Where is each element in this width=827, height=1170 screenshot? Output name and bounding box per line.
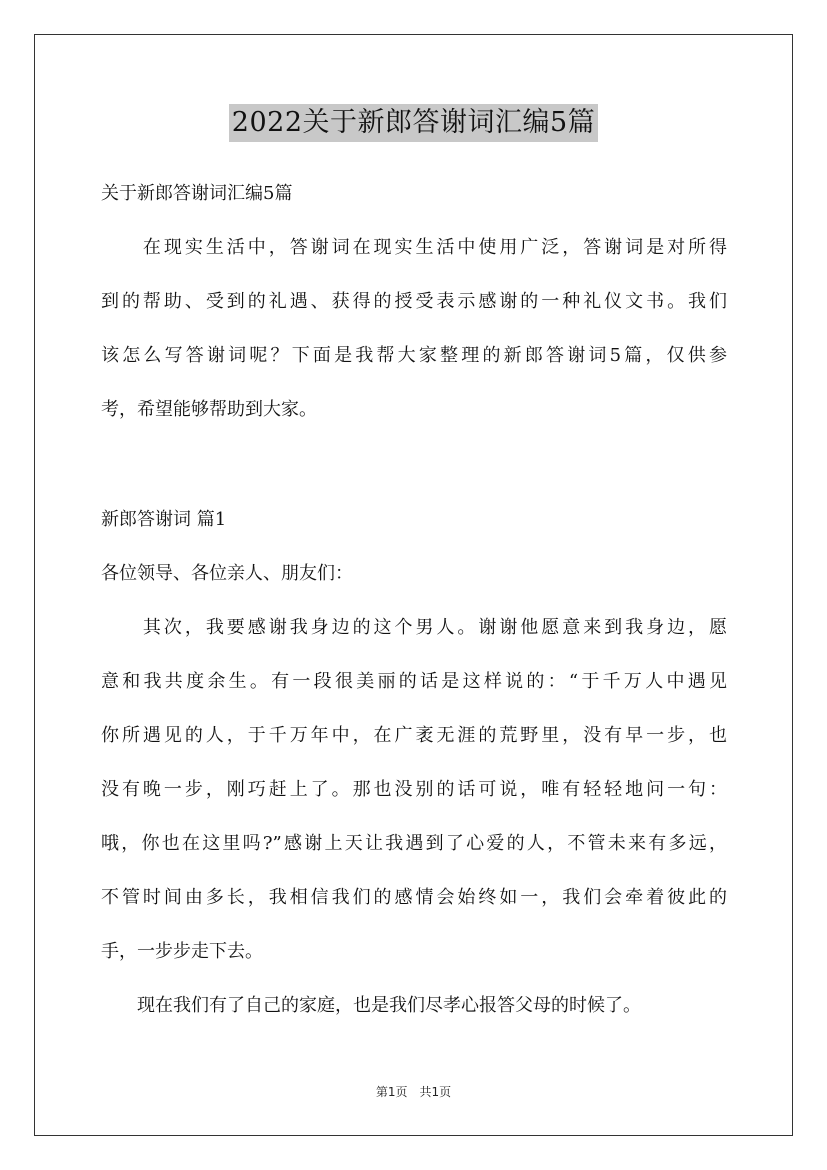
intro-line: 考，希望能够帮助到大家。 [101, 399, 317, 420]
intro-line: 在现实生活中，答谢词在现实生活中使用广泛，答谢词是对所得 [101, 237, 727, 258]
document-body [101, 174, 727, 1026]
paragraph-line: 现在我们有了自己的家庭，也是我们尽孝心报答父母的时候了。 [101, 995, 641, 1016]
spacer [101, 864, 727, 878]
spacer [101, 918, 727, 932]
intro-line: 该怎么写答谢词呢？下面是我帮大家整理的新郎答谢词5篇，仅供参 [101, 345, 727, 366]
paragraph-line: 其次，我要感谢我身边的这个男人。谢谢他愿意来到我身边，愿 [101, 617, 727, 638]
paragraph-line: 不管时间由多长，我相信我们的感情会始终如一，我们会牵着彼此的 [101, 887, 727, 908]
paragraph-line: 没有晚一步，刚巧赶上了。那也没别的话可说，唯有轻轻地问一句： [101, 779, 727, 800]
paragraph-line: 哦，你也在这里吗?”感谢上天让我遇到了心爱的人，不管未来有多远， [101, 833, 727, 854]
spacer [101, 594, 727, 608]
page-number-footer: 第1页 共1页 [375, 1085, 452, 1099]
spacer [101, 214, 727, 228]
intro-line: 到的帮助、受到的礼遇、获得的授受表示感谢的一种礼仪文书。我们 [101, 291, 727, 312]
spacer [101, 972, 727, 986]
document-subtitle: 关于新郎答谢词汇编5篇 [101, 183, 293, 204]
document-title: 2022关于新郎答谢词汇编5篇 [229, 104, 598, 142]
greeting: 各位领导、各位亲人、朋友们： [101, 563, 353, 584]
spacer [101, 430, 727, 500]
spacer [101, 756, 727, 770]
spacer [101, 540, 727, 554]
spacer [101, 268, 727, 282]
section-heading: 新郎答谢词 篇1 [101, 509, 227, 530]
paragraph-line: 意和我共度余生。有一段很美丽的话是这样说的：“于千万人中遇见 [101, 671, 727, 692]
paragraph-line: 你所遇见的人，于千万年中，在广袤无涯的荒野里，没有早一步，也 [101, 725, 727, 746]
paragraph-line: 手，一步步走下去。 [101, 941, 263, 962]
spacer [101, 702, 727, 716]
spacer [101, 810, 727, 824]
title-container [0, 104, 827, 142]
spacer [101, 648, 727, 662]
spacer [101, 376, 727, 390]
spacer [101, 322, 727, 336]
